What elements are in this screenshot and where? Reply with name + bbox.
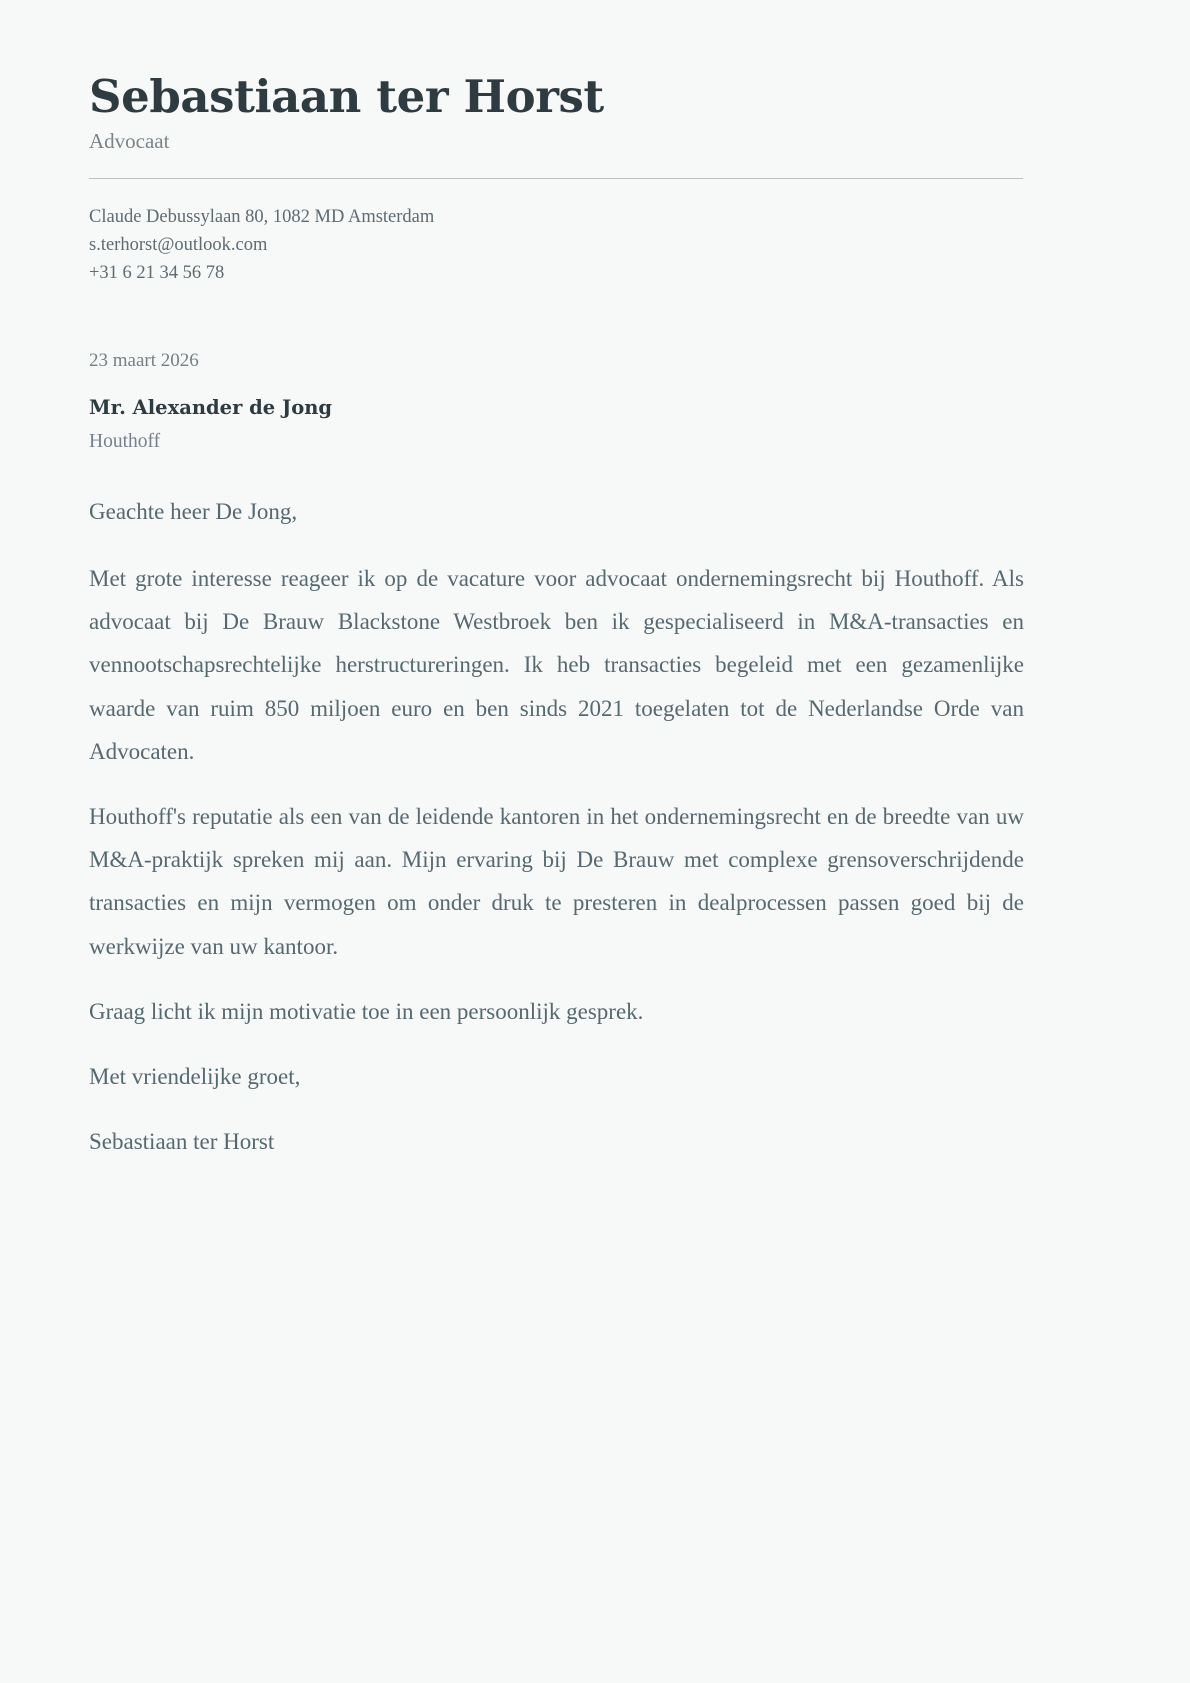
body-paragraph-1: Met grote interesse reageer ik op de vacature voor advocaat ondernemingsrecht bij Houthoff. Als advocaat bij De Brauw Blackstone Westbroek ben ik gespecialiseerd in M&A-transacties en vennootschapsrechtelijke herstructureringen. Ik heb transacties begeleid met een gezamenlijke waarde van ruim 850 miljoen euro en ben sinds 2021 toegelaten tot de Nederlandse Orde van Advocaten. xyxy=(89,565,1024,764)
recipient-company: Houthoff xyxy=(89,430,161,452)
contact-email[interactable]: s.terhorst@outlook.com xyxy=(89,234,268,255)
letter-header xyxy=(89,72,1024,287)
closing-line: Met vriendelijke groet, xyxy=(89,1064,301,1090)
letter-date: 23 maart 2026 xyxy=(89,350,199,372)
recipient-name: Mr. Alexander de Jong xyxy=(89,395,333,419)
contact-phone[interactable]: +31 6 21 34 56 78 xyxy=(89,262,225,283)
body-paragraph-2: Houthoff's reputatie als een van de leidende kantoren in het ondernemingsrecht en de breedte van uw M&A-praktijk spreken mij aan. Mijn ervaring bij De Brauw met complexe grensoverschrijdende transacties en mijn vermogen om onder druk te presteren in dealprocessen passen goed bij de werkwijze van uw kantoor. xyxy=(89,804,1024,959)
sender-role: Advocaat xyxy=(89,129,170,154)
contact-address: Claude Debussylaan 80, 1082 MD Amsterdam xyxy=(89,206,435,227)
signature-name: Sebastiaan ter Horst xyxy=(89,1129,275,1155)
sender-name: Sebastiaan ter Horst xyxy=(89,70,604,123)
header-divider xyxy=(89,178,1023,179)
letter-meta xyxy=(89,347,1024,456)
salutation: Geachte heer De Jong, xyxy=(89,499,298,525)
letter-body xyxy=(89,494,1024,1164)
contact-block xyxy=(89,203,1024,287)
body-paragraph-3: Graag licht ik mijn motivatie toe in een persoonlijk gesprek. xyxy=(89,998,644,1024)
